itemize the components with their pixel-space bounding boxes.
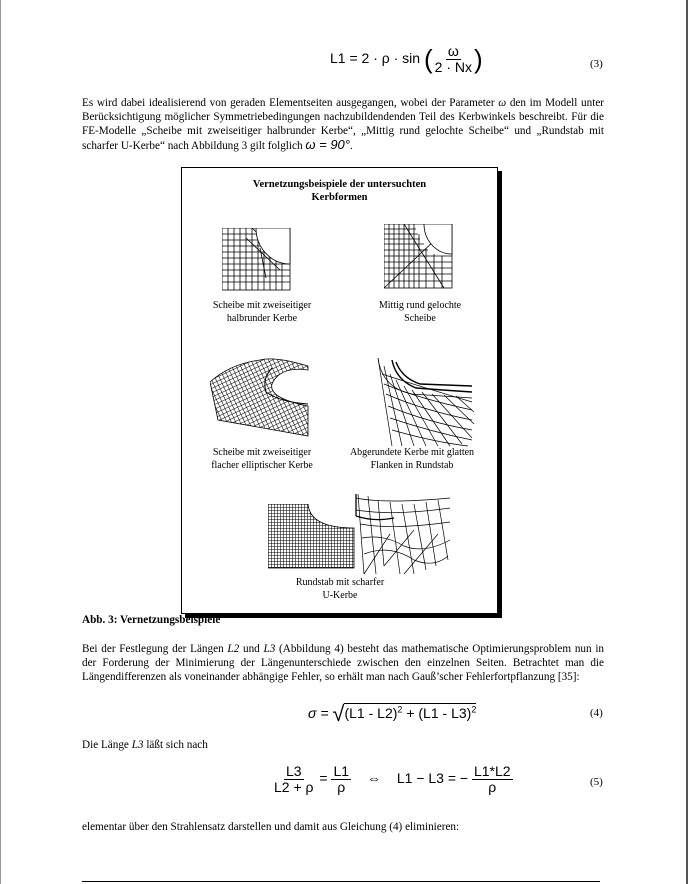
eq4-term1: (L1 - L2) [344,705,398,721]
caption-2-line2: Scheibe [404,313,436,324]
eq5-frac1 [272,764,316,795]
caption-1-line2: halbrunder Kerbe [226,313,298,324]
caption-1-line1: Scheibe mit zweiseitiger [212,300,312,311]
para3-b: läßt sich nach [146,739,208,751]
caption-elliptic [192,446,332,472]
caption-4-line1: Abgerundete Kerbe mit glatten [349,447,475,458]
paragraph-2 [82,642,604,684]
figure-title [182,178,497,204]
mesh-sharp-u-notch-fine [268,504,356,570]
caption-3-line1: Scheibe mit zweiseitiger [212,447,312,458]
para1-omega: ω [498,97,507,109]
equation-5 [272,764,513,795]
eq4-term2: (L1 - L3) [418,705,472,721]
figure-title-line1: Vernetzungsbeispiele der untersuchten [252,179,427,190]
eq4-lhs: σ = [308,705,329,721]
para2-c: (Abbildung 4) besteht das mathematische Optimierungsproblem nun in der Forderung der Minimierung der Längenunterschiede zwischen den einzelnen Seiten. Betrachtet man die Längendifferenzen als voneinander abhängige Fehler, so erhält man nach Gauß’scher Fehlerfortpflanzung [35]: [82,643,605,683]
eq4-plus: + [406,705,415,721]
eq5-f1-den: L2 + ρ [274,779,314,795]
para2-l3: L3 [263,643,276,655]
eq5-frac3 [472,764,513,795]
caption-2-line1: Mittig rund gelochte [378,300,462,311]
para2-b: und [242,643,260,655]
mesh-semicircular-notch [222,228,292,292]
eq4-sqrt-sign: √ [332,701,345,726]
eq3-paren-open: ( [423,44,433,74]
para3-l3: L3 [131,739,144,751]
footer-rule [82,881,600,882]
eq5-f3-num: L1*L2 [473,763,511,779]
eq3-paren-close: ) [473,44,483,74]
mesh-elliptic-notch [210,358,310,438]
eq4-radicand [344,703,476,721]
figure-caption: Abb. 3: Vernetzungsbeispiele [82,614,221,626]
eq5-arrow: ⇔ [366,770,381,787]
equation-3-number: (3) [590,58,603,70]
mesh-figure [181,167,498,614]
eq5-f3-den: ρ [488,779,497,795]
caption-center-hole [350,299,490,325]
mesh-rounded-notch-bar [372,358,477,448]
eq5-frac2 [331,764,351,795]
eq5-f2-num: L1 [333,763,350,779]
eq3-frac-num: ω [447,43,459,59]
caption-semicircular [192,299,332,325]
figure-title-line2: Kerbformen [311,192,368,203]
caption-5-line2: U-Kerbe [322,590,358,601]
para2-a: Bei der Festlegung der Längen [82,643,224,655]
para1-text-b: den im Modell unter Berücksichtigung möglicher Symmetriebedingungen nachzubildendenden Teil des Kerbwinkels beschreibt. Für die FE-Modelle „Scheibe mit zweiseitiger halbrunder Kerbe“, „Mittig rund gelochte Scheibe“ und „Rundstab mit scharfer U-Kerbe“ nach Abbildung 3 gilt folglich [82,97,605,152]
page-left-edge [0,0,1,884]
eq5-rhs: L1 − L3 = − [396,770,469,787]
caption-4-line2: Flanken in Rundstab [370,460,454,471]
caption-5-line1: Rundstab mit scharfer [295,577,385,588]
para2-l2: L2 [227,643,240,655]
eq5-f2-den: ρ [337,779,346,795]
mesh-sharp-u-notch-coarse [354,494,454,576]
eq3-fraction [433,44,474,75]
caption-rounded-notch [342,446,482,472]
caption-3-line2: flacher elliptischer Kerbe [211,460,313,471]
caption-sharp-u-notch [270,576,410,602]
para3-a: Die Länge [82,739,129,751]
para1-text-a: Es wird dabei idealisierend von geraden Elementseiten ausgegangen, wobei der Parameter [82,97,495,109]
para1-formula: ω = 90° [305,137,350,152]
paragraph-4: elementar über den Strahlensatz darstellen und damit aus Gleichung (4) eliminieren: [82,821,460,833]
eq5-eq: = [319,770,328,787]
equation-4 [308,701,476,727]
paragraph-3 [82,738,604,752]
eq3-lhs: L1 = 2 [330,50,370,67]
eq3-frac-den: 2 · Nx [434,59,472,75]
paragraph-1 [82,96,604,153]
equation-4-number: (4) [590,707,603,719]
equation-5-number: (5) [590,776,603,788]
mesh-center-hole [384,224,454,290]
eq5-f1-num: L3 [285,763,302,779]
eq4-exp2: 2 [471,704,477,715]
eq4-exp1: 2 [397,704,403,715]
eq3-mid: · ρ · sin [373,50,421,67]
equation-3 [330,44,483,75]
para1-end: . [349,140,353,152]
